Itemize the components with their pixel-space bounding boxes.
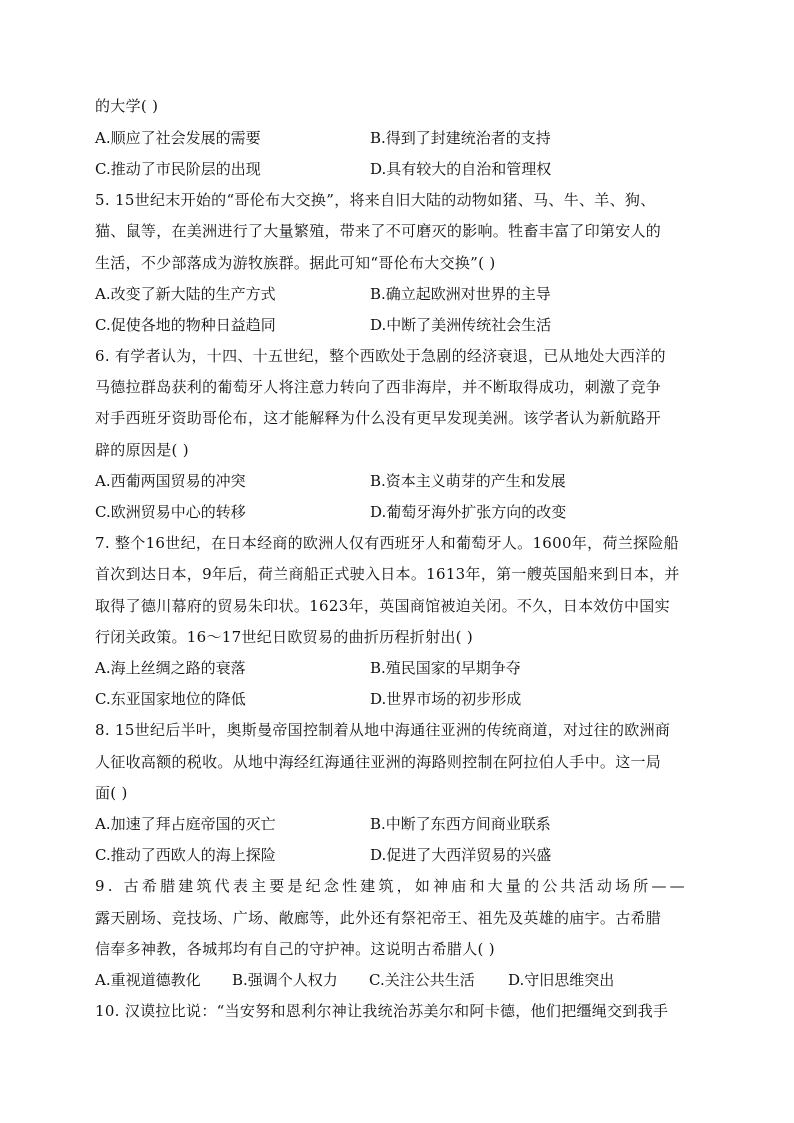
q5-stem-line-3: 生活，不少部落成为游牧族群。据此可知“哥伦布大交换”( ) [95, 254, 496, 272]
q4-option-b: B.得到了封建统治者的支持 [370, 129, 551, 147]
q4-stem-tail: 的大学( ) [95, 97, 159, 115]
q5-option-c: C.促使各地的物种日益趋同 [95, 316, 276, 334]
q6-stem-line-3: 对手西班牙资助哥伦布，这才能解释为什么没有更早发现美洲。该学者认为新航路开 [95, 409, 662, 427]
q9-option-b: B.强调个人权力 [232, 971, 338, 989]
q8-option-c: C.推动了西欧人的海上探险 [95, 846, 276, 864]
q9-option-a: A.重视道德教化 [95, 971, 201, 989]
q7-stem-line-4: 行闭关政策。16～17世纪日欧贸易的曲折历程折射出( ) [95, 628, 474, 646]
q9-stem-line-2: 露天剧场、竞技场、广场、敞廊等，此外还有祭祀帝王、祖先及英雄的庙宇。古希腊 [95, 909, 662, 927]
q7-stem-line-3: 取得了德川幕府的贸易朱印状。1623年，英国商馆被迫关闭。不久，日本效仿中国实 [95, 597, 670, 615]
q4-option-c: C.推动了市民阶层的出现 [95, 160, 261, 178]
q6-stem-line-1: 6. 有学者认为，十四、十五世纪，整个西欧处于急剧的经济衰退，已从地处大西洋的 [95, 347, 666, 365]
q8-stem-line-2: 人征收高额的税收。从地中海经红海通往亚洲的海路则控制在阿拉伯人手中。这一局 [95, 753, 662, 771]
q7-option-a: A.海上丝绸之路的衰落 [95, 659, 246, 677]
q8-stem-line-3: 面( ) [95, 784, 128, 802]
q4-option-d: D.具有较大的自治和管理权 [370, 160, 552, 178]
q9-stem-line-3: 信奉多神教，各城邦均有自己的守护神。这说明古希腊人( ) [95, 940, 495, 958]
q6-stem-line-4: 辟的原因是( ) [95, 441, 189, 459]
q6-option-d: D.葡萄牙海外扩张方向的改变 [370, 503, 567, 521]
q5-option-b: B.确立起欧洲对世界的主导 [370, 285, 551, 303]
q9-stem-line-1: 9. 古希腊建筑代表主要是纪念性建筑，如神庙和大量的公共活动场所—— [95, 877, 688, 895]
q7-option-c: C.东亚国家地位的降低 [95, 690, 246, 708]
q6-stem-line-2: 马德拉群岛获利的葡萄牙人将注意力转向了西非海岸，并不断取得成功，刺激了竞争 [95, 378, 662, 396]
q5-stem-line-2: 猫、鼠等，在美洲进行了大量繁殖，带来了不可磨灭的影响。牲畜丰富了印第安人的 [95, 222, 662, 240]
q4-option-a: A.顺应了社会发展的需要 [95, 129, 261, 147]
q5-option-a: A.改变了新大陆的生产方式 [95, 285, 276, 303]
q7-option-b: B.殖民国家的早期争夺 [370, 659, 521, 677]
q6-option-c: C.欧洲贸易中心的转移 [95, 503, 246, 521]
q5-stem-line-1: 5. 15世纪末开始的“哥伦布大交换”，将来自旧大陆的动物如猪、马、牛、羊、狗、 [95, 191, 656, 209]
q9-option-c: C.关注公共生活 [369, 971, 475, 989]
q8-stem-line-1: 8. 15世纪后半叶，奥斯曼帝国控制着从地中海通往亚洲的传统商道，对过往的欧洲商 [95, 721, 671, 739]
q5-option-d: D.中断了美洲传统社会生活 [370, 316, 552, 334]
q6-option-b: B.资本主义萌芽的产生和发展 [370, 472, 566, 490]
q7-stem-line-1: 7. 整个16世纪，在日本经商的欧洲人仅有西班牙人和葡萄牙人。1600年，荷兰探险船 [95, 534, 679, 552]
q9-option-d: D.守旧思维突出 [508, 971, 615, 989]
q8-option-b: B.中断了东西方间商业联系 [370, 815, 551, 833]
q8-option-d: D.促进了大西洋贸易的兴盛 [370, 846, 552, 864]
q7-stem-line-2: 首次到达日本，9年后，荷兰商船正式驶入日本。1613年，第一艘英国船来到日本，并 [95, 565, 680, 583]
q7-option-d: D.世界市场的初步形成 [370, 690, 522, 708]
q6-option-a: A.西葡两国贸易的冲突 [95, 472, 246, 490]
q10-stem-line-1: 10. 汉谟拉比说：“当安努和恩利尔神让我统治苏美尔和阿卡德，他们把缰绳交到我手 [95, 1002, 669, 1020]
q8-option-a: A.加速了拜占庭帝国的灭亡 [95, 815, 276, 833]
